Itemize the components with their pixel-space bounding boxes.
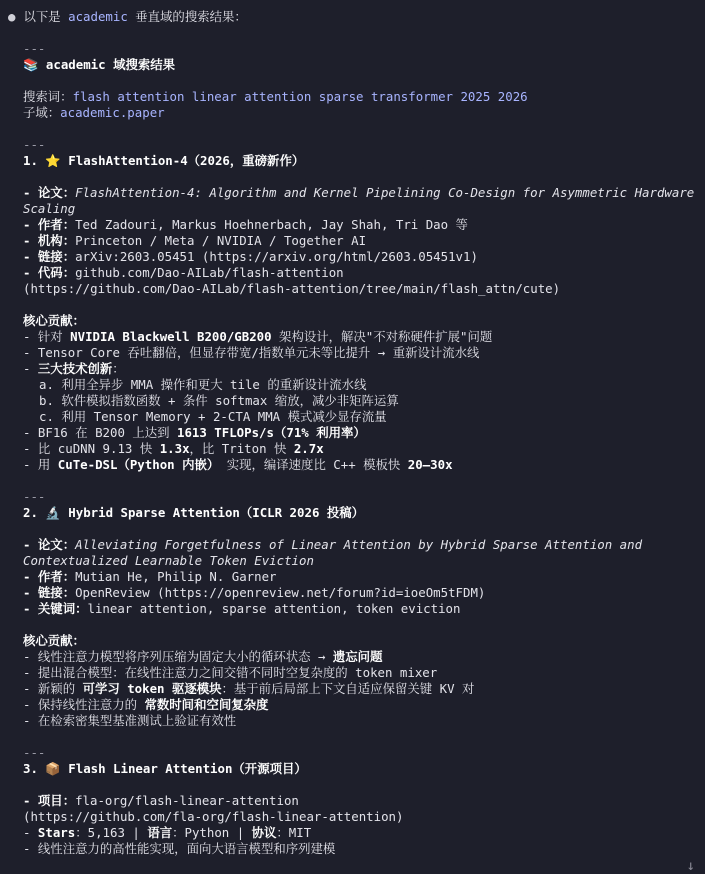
text: - [23,825,38,840]
link-label: - 链接： [23,249,76,264]
query-label: 搜索词： [23,89,73,104]
contrib-item [23,649,695,665]
text: - [23,361,38,376]
keywords-label: - 关键词： [23,601,88,616]
paper-value: FlashAttention-4: Algorithm and Kernel Pipelining Co-Design for Asymmetric Hardware Scaling [23,185,702,216]
link-label: - 链接： [23,585,76,600]
title-code: academic [45,57,106,72]
text: - 保持线性注意力的 [23,697,145,712]
org-line [23,233,695,249]
contrib-item [23,681,695,697]
contrib-item [23,361,695,377]
paper-line [23,537,695,569]
link-line [23,249,695,265]
emphasis: 2.7x [293,441,324,456]
result-number: 3. [23,761,38,776]
contrib-item: - 提出混合模型：在线性注意力之间交错不同时空复杂度的 token mixer [23,665,438,680]
sub-item: c. 利用 Tensor Memory + 2-CTA MMA 模式减少显存流量 [39,409,387,424]
subdomain-value: academic.paper [60,105,165,120]
authors-line [23,569,695,585]
project-desc: - 线性注意力的高性能实现，面向大语言模型和序列建模 [23,841,336,856]
result-title: Flash Linear Attention（开源项目） [68,761,307,776]
subdomain-line [23,105,695,121]
result-title: Hybrid Sparse Attention（ICLR 2026 投稿） [68,505,365,520]
text: - 用 [23,457,58,472]
text: - 线性注意力模型将序列压缩为固定大小的循环状态 → [23,649,333,664]
contrib-item [23,441,695,457]
query-value: flash attention linear attention sparse transformer 2025 2026 [72,89,528,104]
divider: --- [23,489,46,504]
result-number: 2. [23,505,38,520]
contrib-item [23,697,695,713]
text: - 比 cuDNN 9.13 快 [23,441,160,456]
divider: --- [23,41,46,56]
openreview-link[interactable]: OpenReview (https://openreview.net/forum?id=ioeOm5tFDM) [75,585,486,600]
text: - 新颖的 [23,681,83,696]
stats-line [23,825,695,841]
divider: --- [23,137,46,152]
bullet-icon: ● [8,9,16,24]
arxiv-link[interactable]: arXiv:2603.05451 (https://arxiv.org/html/2603.05451v1) [75,249,478,264]
microscope-icon: 🔬 [45,505,61,520]
sub-item: a. 利用全异步 MMA 操作和更大 tile 的重新设计流水线 [39,377,367,392]
project-link[interactable]: fla-org/flash-linear-attention [75,793,299,808]
text: - BF16 在 B200 上达到 [23,425,177,440]
project-label: - 项目： [23,793,76,808]
result-number: 1. [23,153,38,168]
subdomain-label: 子域： [23,105,61,120]
emphasis: 可学习 token 驱逐模块 [82,681,222,696]
intro-suffix: 垂直域的搜索结果： [135,9,247,24]
result-2-heading [23,505,695,521]
paper-label: - 论文： [23,185,76,200]
authors-label: - 作者： [23,569,76,584]
authors-label: - 作者： [23,217,76,232]
title-text: 域搜索结果 [113,57,176,72]
link-line [23,585,695,601]
text: - 针对 [23,329,71,344]
keywords-line [23,601,695,617]
contrib-item [23,457,695,473]
emphasis: 三大技术创新 [37,361,113,376]
authors-value: Ted Zadouri, Markus Hoehnerbach, Jay Shah, Tri Dao 等 [75,217,468,232]
org-label: - 机构： [23,233,76,248]
intro-line [8,9,247,25]
text: ，比 Triton 快 [189,441,294,456]
github-link[interactable]: github.com/Dao-AILab/flash-attention [75,265,344,280]
package-icon: 📦 [45,761,61,776]
text: ：基于前后局部上下文自适应保留关键 KV 对 [221,681,475,696]
lang-value: ：Python | [172,825,252,840]
code-label: - 代码： [23,265,76,280]
books-icon: 📚 [23,57,39,72]
contrib-item [23,329,695,345]
authors-value: Mutian He, Philip N. Garner [75,569,277,584]
org-value: Princeton / Meta / NVIDIA / Together AI [75,233,367,248]
paper-line [23,185,702,217]
emphasis: 20–30x [407,457,453,472]
text: ： [112,361,125,376]
query-line [23,89,695,105]
text: 架构设计，解决"不对称硬件扩展"问题 [271,329,493,344]
scroll-down-icon[interactable]: ↓ [686,858,695,874]
paper-label: - 论文： [23,537,76,552]
contrib-item: - 在检索密集型基准测试上验证有效性 [23,713,237,728]
emphasis: 遗忘问题 [332,649,383,664]
contrib-label: 核心贡献： [23,313,85,328]
emphasis: 1613 TFLOPs/s（71% 利用率） [177,425,366,440]
contrib-label: 核心贡献： [23,633,85,648]
lang-label: 语言 [147,825,173,840]
emphasis: 常数时间和空间复杂度 [144,697,269,712]
emphasis: 1.3x [159,441,190,456]
keywords-value: linear attention, sparse attention, token eviction [87,601,461,616]
authors-line [23,217,695,233]
intro-prefix: 以下是 [23,9,61,24]
project-url[interactable]: (https://github.com/fla-org/flash-linear-attention) [23,809,404,824]
results-title [23,57,695,73]
divider: --- [23,745,46,760]
result-3-heading [23,761,695,777]
emphasis: NVIDIA Blackwell B200/GB200 [70,329,272,344]
star-icon: ⭐ [45,153,61,168]
license-label: 协议 [251,825,277,840]
project-line [23,793,695,809]
result-body [23,41,702,857]
result-1-heading [23,153,695,169]
contrib-item [23,425,695,441]
contrib-item: - Tensor Core 吞吐翻倍，但显存带宽/指数单元未等比提升 → 重新设计流水线 [23,345,480,360]
stars-value: ：5,163 | [75,825,148,840]
license-value: ：MIT [276,825,312,840]
code-line [23,265,695,281]
paper-value: Alleviating Forgetfulness of Linear Attention by Hybrid Sparse Attention and Contextualized Learnable Token Eviction [23,537,650,568]
result-title: FlashAttention-4（2026，重磅新作） [68,153,305,168]
intro-code: academic [68,9,128,24]
text: 实现，编译速度比 C++ 模板快 [219,457,408,472]
stars-label: Stars [37,825,76,840]
sub-item: b. 软件模拟指数函数 + 条件 softmax 缩放，减少非矩阵运算 [39,393,399,408]
emphasis: CuTe-DSL（Python 内嵌） [57,457,220,472]
code-url[interactable]: (https://github.com/Dao-AILab/flash-attention/tree/main/flash_attn/cute) [23,281,561,296]
